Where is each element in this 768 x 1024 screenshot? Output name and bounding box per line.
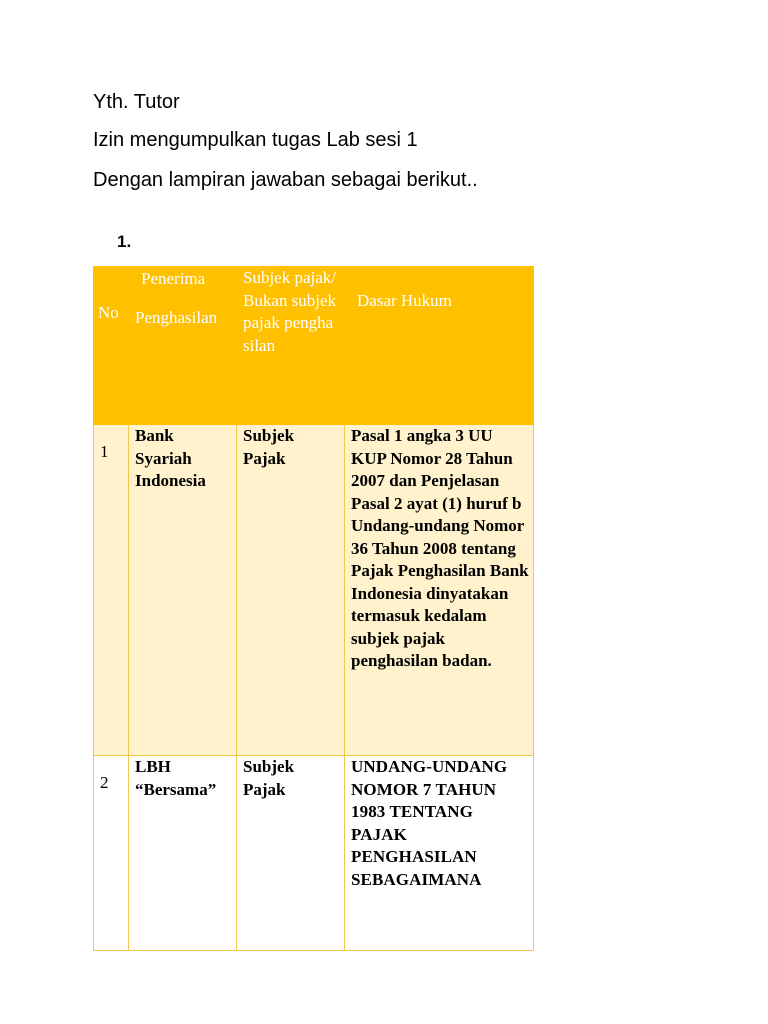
row-dasar-hukum: Pasal 1 angka 3 UU KUP Nomor 28 Tahun 2007 dan Penjelasan Pasal 2 ayat (1) huruf b Undang-undang Nomor 36 Tahun 2008 tentang Pajak Penghasilan Bank Indonesia dinyatakan termasuk kedalam subjek pajak penghasilan badan. — [345, 425, 534, 756]
table-header-row — [94, 267, 534, 425]
header-no: No — [94, 267, 129, 425]
header-penerima: Penerima Penghasilan — [129, 267, 237, 425]
submission-line: Izin mengumpulkan tugas Lab sesi 1 — [93, 129, 418, 151]
header-dasar-hukum: Dasar Hukum — [345, 267, 534, 425]
row-no: 2 — [94, 756, 129, 951]
row-subjek: Subjek Pajak — [237, 756, 345, 951]
attachment-line: Dengan lampiran jawaban sebagai berikut.. — [93, 169, 478, 191]
item-number: 1. — [117, 232, 132, 251]
row-penerima: LBH “Bersama” — [129, 756, 237, 951]
header-subjek: Subjek pajak/ Bukan subjek pajak penghasilan — [237, 267, 345, 425]
row-dasar-hukum: UNDANG-UNDANG NOMOR 7 TAHUN 1983 TENTANG PAJAK PENGHASILAN SEBAGAIMANA — [345, 756, 534, 951]
table-row — [94, 425, 534, 756]
row-penerima: Bank Syariah Indonesia — [129, 425, 237, 756]
tax-subject-table — [93, 266, 534, 951]
table-row — [94, 756, 534, 951]
row-no: 1 — [94, 425, 129, 756]
greeting-line: Yth. Tutor — [93, 91, 180, 113]
row-subjek: Subjek Pajak — [237, 425, 345, 756]
